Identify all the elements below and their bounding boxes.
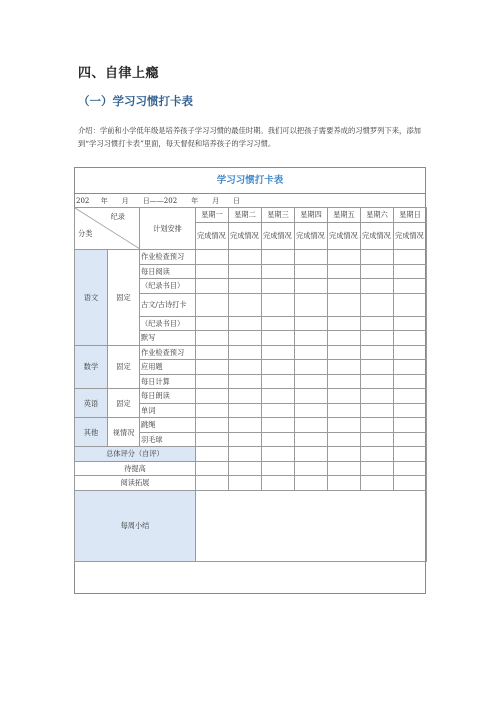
checkin-cell[interactable]	[394, 403, 427, 418]
checkin-cell[interactable]	[295, 418, 328, 433]
subject-cell: 语文	[75, 250, 108, 346]
subject-cell: 英语	[75, 389, 108, 418]
reading-cell[interactable]	[229, 476, 262, 491]
checkin-cell[interactable]	[262, 432, 295, 447]
checkin-cell[interactable]	[295, 293, 328, 316]
improve-cell[interactable]	[229, 461, 262, 476]
reading-cell[interactable]	[196, 476, 229, 491]
intro-paragraph: 介绍：学前和小学低年级是培养孩子学习习惯的最佳时期。我们可以把孩子需要养成的习惯罗列下来，添加到“学习习惯打卡表”里面，每天督促和培养孩子的学习习惯。	[78, 126, 421, 148]
checkin-cell[interactable]	[196, 432, 229, 447]
checkin-cell[interactable]	[295, 264, 328, 279]
schedule-type-cell: 固定	[108, 345, 140, 389]
checkin-cell[interactable]	[361, 293, 394, 316]
checkin-cell[interactable]	[229, 293, 262, 316]
checkin-cell[interactable]	[262, 279, 295, 294]
date-range: 202 年 月 日——202 年 月 日	[76, 197, 241, 205]
checkin-cell[interactable]	[229, 389, 262, 404]
reading-label: 阅读拓展	[75, 476, 196, 491]
day-header: 星期二	[229, 208, 262, 223]
plan-item: 每日阅读	[140, 264, 196, 279]
checkin-cell[interactable]	[394, 345, 427, 360]
header-row	[75, 208, 427, 223]
day-header: 星期日	[394, 208, 427, 223]
checkin-cell[interactable]	[328, 403, 361, 418]
checkin-cell[interactable]	[328, 360, 361, 375]
checkin-cell[interactable]	[295, 374, 328, 389]
table-row	[75, 418, 427, 433]
improve-row	[75, 461, 427, 476]
plan-item: 古文/古诗打卡	[140, 293, 196, 316]
checkin-cell[interactable]	[361, 403, 394, 418]
checkin-cell[interactable]	[394, 374, 427, 389]
checkin-cell[interactable]	[196, 360, 229, 375]
checkin-cell[interactable]	[262, 418, 295, 433]
checkin-cell[interactable]	[262, 316, 295, 331]
checkin-cell[interactable]	[295, 331, 328, 346]
score-cell[interactable]	[262, 447, 295, 462]
improve-cell[interactable]	[196, 461, 229, 476]
checkin-cell[interactable]	[196, 374, 229, 389]
checkin-cell[interactable]	[361, 345, 394, 360]
weekly-summary-area[interactable]	[196, 490, 427, 561]
checkin-cell[interactable]	[295, 250, 328, 265]
checkin-cell[interactable]	[262, 345, 295, 360]
day-header: 星期四	[295, 208, 328, 223]
reading-cell[interactable]	[262, 476, 295, 491]
checkin-cell[interactable]	[328, 432, 361, 447]
checkin-cell[interactable]	[196, 403, 229, 418]
checkin-cell[interactable]	[295, 279, 328, 294]
checkin-cell[interactable]	[394, 360, 427, 375]
plan-item: 单词	[140, 403, 196, 418]
checkin-cell[interactable]	[196, 264, 229, 279]
plan-item: 默写	[140, 331, 196, 346]
checkin-cell[interactable]	[361, 250, 394, 265]
checkin-cell[interactable]	[196, 389, 229, 404]
checkin-cell[interactable]	[229, 264, 262, 279]
day-header: 星期一	[196, 208, 229, 223]
checkin-cell[interactable]	[262, 374, 295, 389]
overall-score-row	[75, 447, 427, 462]
checkin-cell[interactable]	[394, 293, 427, 316]
table-row	[75, 389, 427, 404]
checkin-cell[interactable]	[229, 331, 262, 346]
status-header: 完成情况	[361, 222, 394, 249]
checkin-cell[interactable]	[295, 432, 328, 447]
checkin-cell[interactable]	[361, 432, 394, 447]
checkin-cell[interactable]	[361, 360, 394, 375]
reading-cell[interactable]	[328, 476, 361, 491]
day-header: 星期六	[361, 208, 394, 223]
score-cell[interactable]	[328, 447, 361, 462]
checkin-cell[interactable]	[394, 250, 427, 265]
checkin-cell[interactable]	[229, 250, 262, 265]
checkin-cell[interactable]	[328, 331, 361, 346]
checkin-cell[interactable]	[229, 432, 262, 447]
improve-cell[interactable]	[361, 461, 394, 476]
checkin-cell[interactable]	[328, 264, 361, 279]
improve-cell[interactable]	[262, 461, 295, 476]
checkin-cell[interactable]	[196, 279, 229, 294]
weekly-summary-row	[75, 490, 427, 561]
overall-score-label: 总体评分（自评）	[75, 447, 196, 462]
habit-table	[74, 207, 427, 562]
score-cell[interactable]	[361, 447, 394, 462]
subject-cell: 其他	[75, 418, 108, 447]
status-header: 完成情况	[262, 222, 295, 249]
checkin-cell[interactable]	[394, 331, 427, 346]
checkin-cell[interactable]	[196, 316, 229, 331]
checkin-cell[interactable]	[328, 293, 361, 316]
score-cell[interactable]	[229, 447, 262, 462]
improve-cell[interactable]	[394, 461, 427, 476]
checkin-cell[interactable]	[196, 331, 229, 346]
improve-label: 待提高	[75, 461, 196, 476]
day-header: 星期五	[328, 208, 361, 223]
checkin-cell[interactable]	[361, 374, 394, 389]
score-cell[interactable]	[196, 447, 229, 462]
plan-item: （纪录书目）	[140, 316, 196, 331]
day-header: 星期三	[262, 208, 295, 223]
checkin-cell[interactable]	[394, 418, 427, 433]
table-row	[75, 345, 427, 360]
reading-cell[interactable]	[394, 476, 427, 491]
checkin-cell[interactable]	[196, 418, 229, 433]
plan-item: （纪录书目）	[140, 279, 196, 294]
section-heading: 四、自律上瘾	[78, 66, 160, 81]
status-header: 完成情况	[196, 222, 229, 249]
checkin-cell[interactable]	[361, 418, 394, 433]
plan-item: 应用题	[140, 360, 196, 375]
checkin-cell[interactable]	[328, 389, 361, 404]
reading-cell[interactable]	[295, 476, 328, 491]
table-title: 学习习惯打卡表	[74, 167, 426, 194]
checkin-cell[interactable]	[196, 293, 229, 316]
checkin-cell[interactable]	[229, 316, 262, 331]
improve-cell[interactable]	[328, 461, 361, 476]
plan-item: 每日计算	[140, 374, 196, 389]
subject-cell: 数学	[75, 345, 108, 389]
checkin-cell[interactable]	[361, 264, 394, 279]
schedule-type-cell: 固定	[108, 389, 140, 418]
checkin-cell[interactable]	[295, 345, 328, 360]
checkin-cell[interactable]	[262, 360, 295, 375]
checkin-cell[interactable]	[262, 331, 295, 346]
weekly-summary-label: 每周小结	[75, 490, 196, 561]
checkin-cell[interactable]	[394, 264, 427, 279]
checkin-cell[interactable]	[295, 360, 328, 375]
checkin-cell[interactable]	[295, 316, 328, 331]
checkin-cell[interactable]	[262, 389, 295, 404]
plan-item: 每日朗读	[140, 389, 196, 404]
checkin-cell[interactable]	[394, 279, 427, 294]
checkin-cell[interactable]	[229, 279, 262, 294]
plan-item: 作业检查预习	[140, 345, 196, 360]
checkin-cell[interactable]	[229, 360, 262, 375]
schedule-type-cell: 视情况	[108, 418, 140, 447]
checkin-cell[interactable]	[229, 374, 262, 389]
status-header: 完成情况	[229, 222, 262, 249]
checkin-cell[interactable]	[262, 264, 295, 279]
checkin-cell[interactable]	[328, 418, 361, 433]
status-header: 完成情况	[295, 222, 328, 249]
checkin-cell[interactable]	[394, 432, 427, 447]
checkin-cell[interactable]	[229, 403, 262, 418]
plan-item: 羽毛球	[140, 432, 196, 447]
checkin-cell[interactable]	[361, 279, 394, 294]
table-row	[75, 250, 427, 265]
checkin-cell[interactable]	[361, 389, 394, 404]
improve-cell[interactable]	[295, 461, 328, 476]
reading-row	[75, 476, 427, 491]
checkin-cell[interactable]	[229, 345, 262, 360]
checkin-cell[interactable]	[262, 293, 295, 316]
checkin-cell[interactable]	[229, 418, 262, 433]
plan-item: 作业检查预习	[140, 250, 196, 265]
checkin-cell[interactable]	[262, 403, 295, 418]
plan-item: 跳绳	[140, 418, 196, 433]
checkin-cell[interactable]	[295, 389, 328, 404]
score-cell[interactable]	[295, 447, 328, 462]
checkin-cell[interactable]	[328, 374, 361, 389]
checkin-cell[interactable]	[328, 345, 361, 360]
checkin-cell[interactable]	[361, 316, 394, 331]
checkin-cell[interactable]	[196, 250, 229, 265]
checkin-cell[interactable]	[361, 331, 394, 346]
reading-cell[interactable]	[361, 476, 394, 491]
checkin-cell[interactable]	[262, 250, 295, 265]
status-header: 完成情况	[394, 222, 427, 249]
checkin-cell[interactable]	[328, 316, 361, 331]
checkin-cell[interactable]	[394, 316, 427, 331]
diagonal-header-cell	[75, 208, 140, 250]
checkin-cell[interactable]	[196, 345, 229, 360]
checkin-cell[interactable]	[394, 389, 427, 404]
score-cell[interactable]	[394, 447, 427, 462]
record-label: 纪录	[110, 212, 125, 221]
sub-heading: （一）学习习惯打卡表	[78, 94, 193, 108]
status-header: 完成情况	[328, 222, 361, 249]
checkin-cell[interactable]	[295, 403, 328, 418]
category-label: 分类	[78, 229, 93, 238]
checkin-cell[interactable]	[328, 279, 361, 294]
checkin-cell[interactable]	[328, 250, 361, 265]
schedule-type-cell: 固定	[108, 250, 140, 346]
plan-header: 计划安排	[140, 208, 196, 250]
